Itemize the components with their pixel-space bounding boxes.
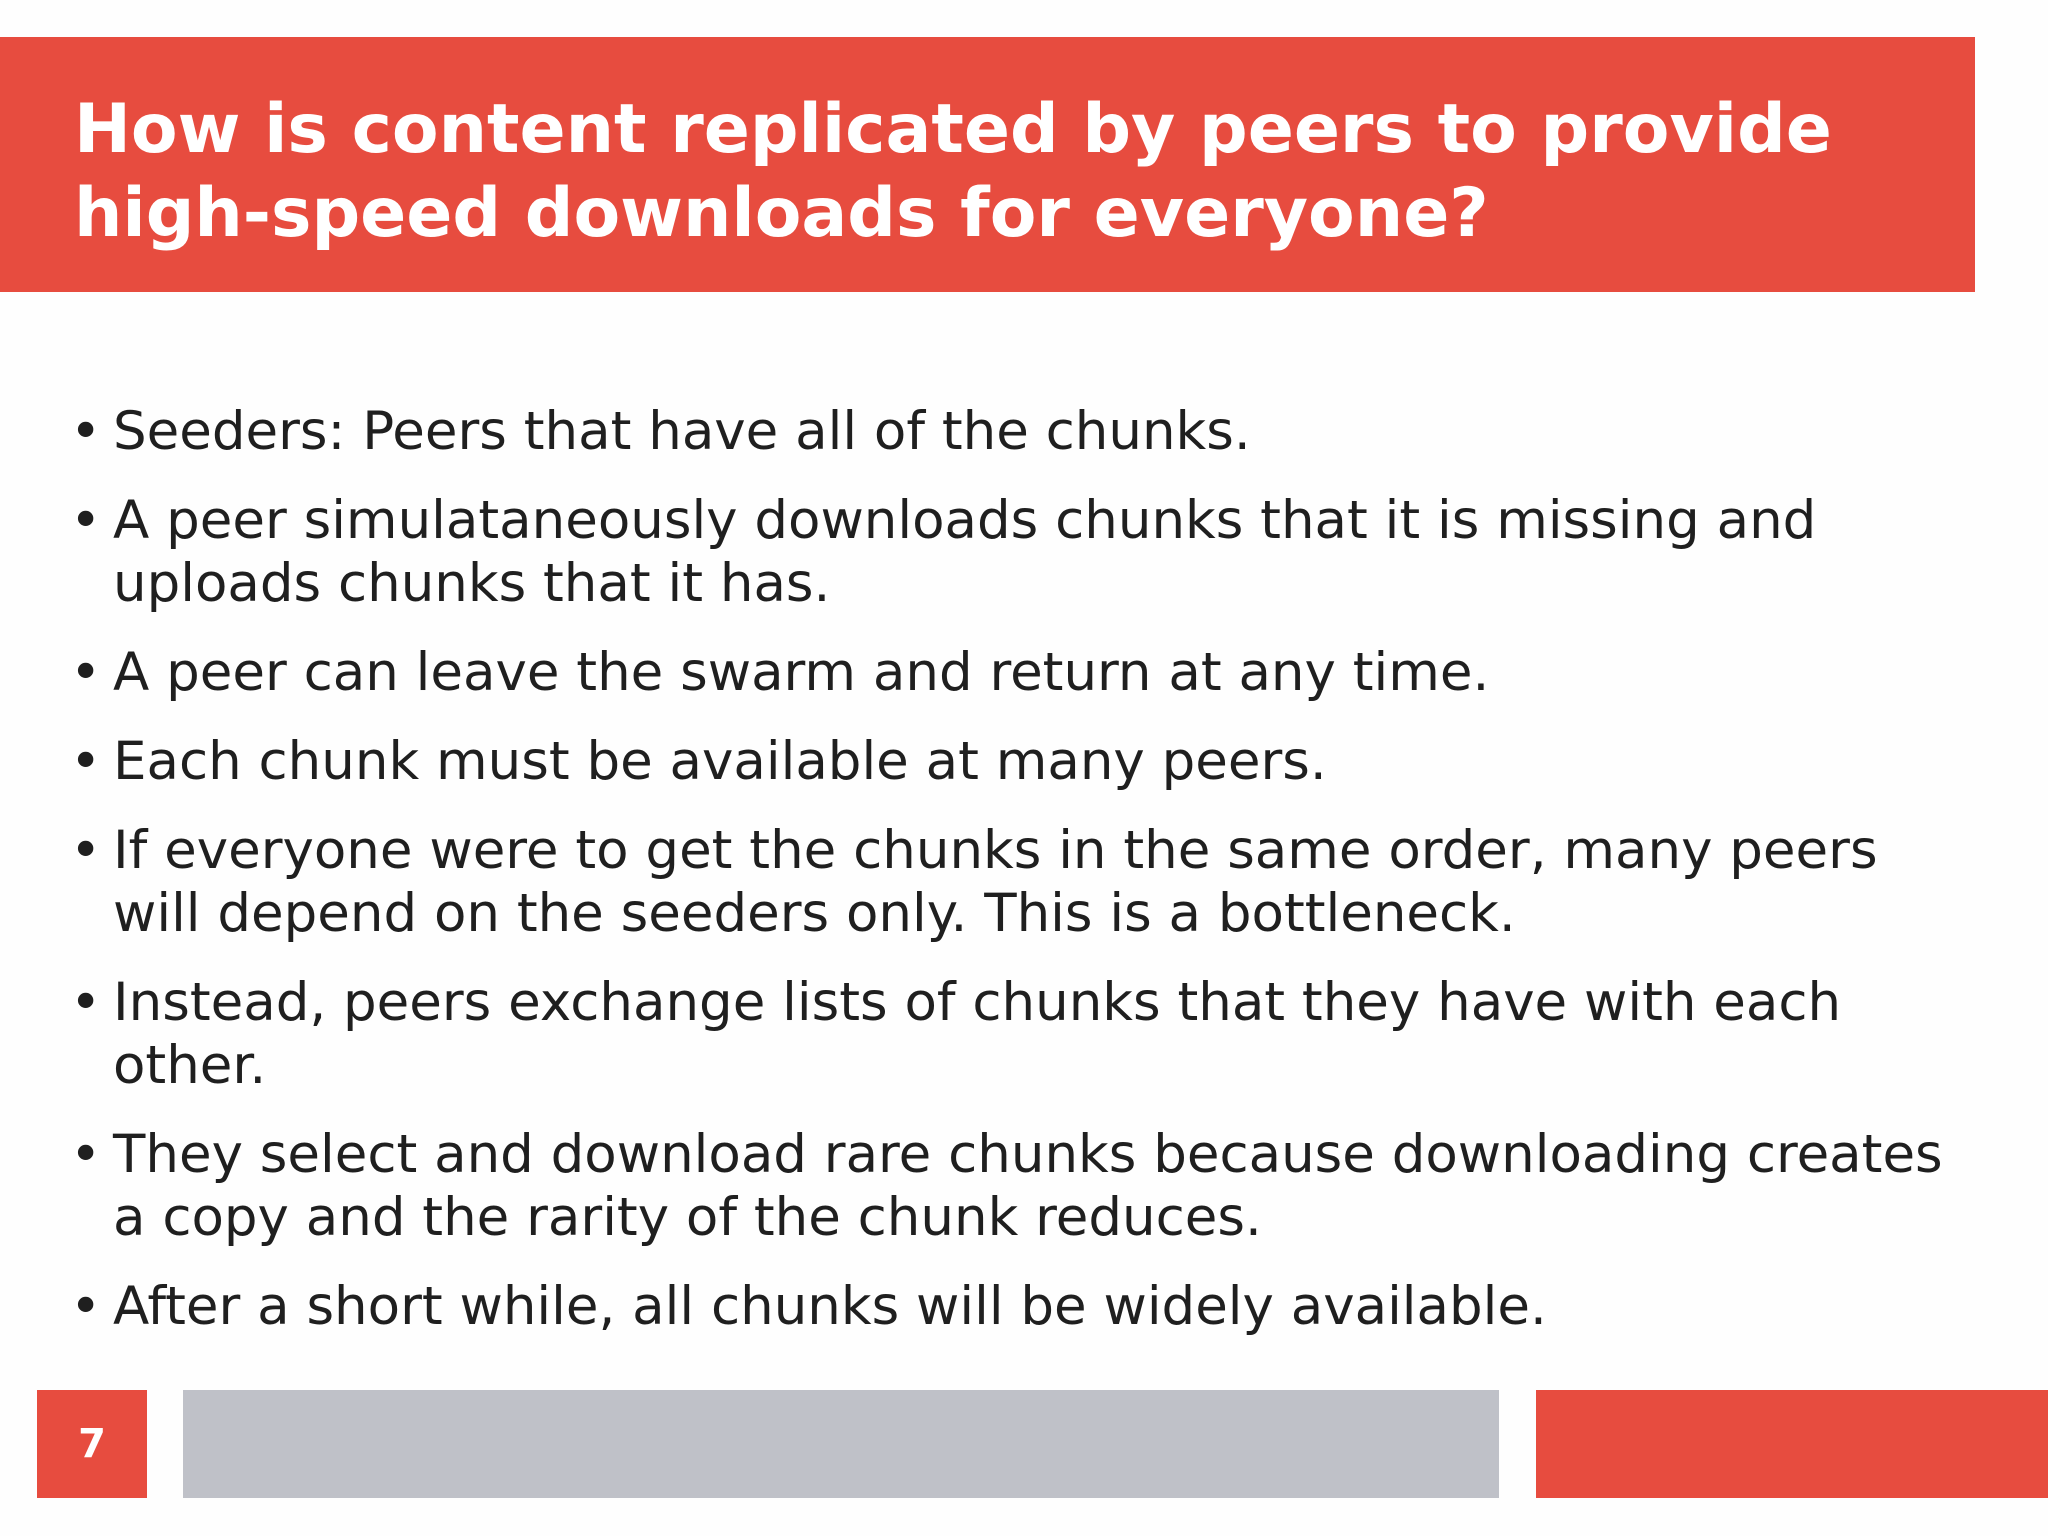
bullet-text: A peer simulataneously downloads chunks that it is missing and uploads chunks that it has. [113,490,1817,614]
footer-gray-bar [183,1390,1499,1498]
slide-title: How is content replicated by peers to provide high-speed downloads for everyone? [74,90,1832,253]
page-number: 7 [78,1421,106,1467]
bullet-marker: • [70,490,102,551]
bullet-text: Instead, peers exchange lists of chunks that they have with each other. [113,972,1842,1096]
bullet-item [70,1275,1970,1338]
bullet-item [70,1123,1970,1249]
bullet-text: Each chunk must be available at many peers. [113,731,1327,792]
bullet-text: A peer can leave the swarm and return at any time. [113,642,1490,703]
bullet-item [70,819,1970,945]
bullet-text: Seeders: Peers that have all of the chunks. [113,401,1251,462]
page-number-box [37,1390,147,1498]
bullet-item [70,400,1970,463]
bullet-item [70,641,1970,704]
bullet-text: They select and download rare chunks because downloading creates a copy and the rarity of the chunk reduces. [113,1124,1943,1248]
bullet-item [70,730,1970,793]
bullet-marker: • [70,731,102,792]
bullet-marker: • [70,1276,102,1337]
footer-red-bar [1536,1390,2048,1498]
bullet-marker: • [70,401,102,462]
bullet-item [70,971,1970,1097]
bullet-marker: • [70,972,102,1033]
bullet-item [70,489,1970,615]
bullet-marker: • [70,642,102,703]
bullet-text: After a short while, all chunks will be widely available. [113,1276,1547,1337]
bullet-marker: • [70,1124,102,1185]
bullet-marker: • [70,820,102,881]
bullet-text: If everyone were to get the chunks in the same order, many peers will depend on the seeders only. This is a bottleneck. [113,820,1878,944]
bullet-list [70,400,1970,1364]
